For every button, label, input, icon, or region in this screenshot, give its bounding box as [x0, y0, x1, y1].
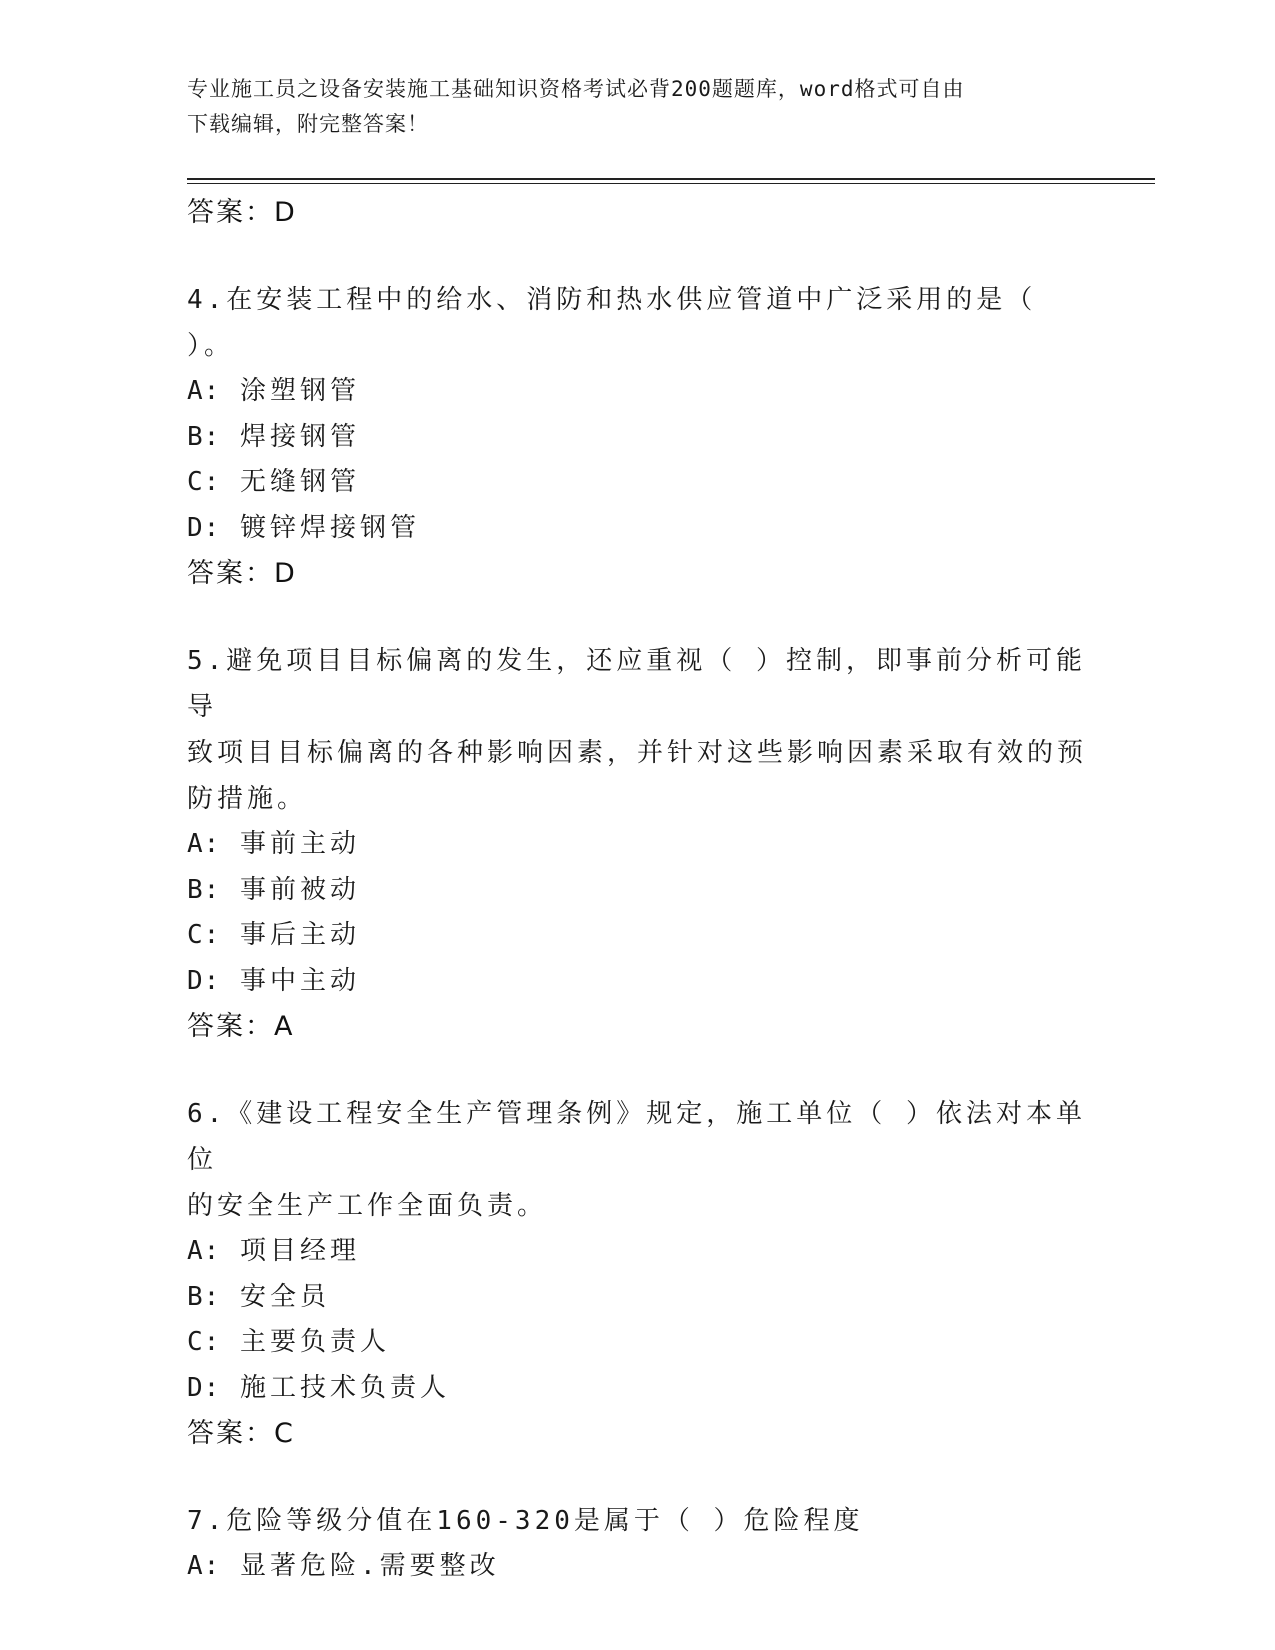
question-block-7: [187, 1498, 1087, 1590]
option-a: A: 涂塑钢管: [187, 376, 360, 406]
option-d: D: 施工技术负责人: [187, 1372, 450, 1403]
question-text: [187, 638, 1087, 822]
question-text-line: 致项目目标偏离的各种影响因素，并针对这些影响因素采取有效的预: [187, 738, 1088, 768]
question-text: 7.危险等级分值在160-320是属于（ ）危险程度: [187, 1506, 864, 1536]
option-a: A: 项目经理: [187, 1236, 360, 1266]
option-d: D: 镀锌焊接钢管: [187, 512, 420, 543]
header-rule-thick: [187, 178, 1155, 180]
option-c: C: 事后主动: [187, 920, 360, 950]
question-text-line: 6.《建设工程安全生产管理条例》规定，施工单位（ ）依法对本单位: [187, 1099, 1086, 1175]
question-text-line: 防措施。: [187, 784, 308, 814]
question-block-4: [187, 277, 1087, 596]
question-block-6: [187, 1091, 1087, 1456]
option-d: D: 事中主动: [187, 965, 360, 996]
option-b: B: 事前被动: [187, 874, 360, 905]
answer-line: 答案：C: [187, 1418, 295, 1449]
answer-line: 答案：A: [187, 1011, 295, 1042]
option-c: C: 无缝钢管: [187, 467, 360, 497]
answer-line: 答案：D: [187, 558, 297, 589]
answer-line: 答案：D: [187, 197, 297, 228]
document-header: [187, 72, 1067, 142]
option-c: C: 主要负责人: [187, 1327, 390, 1357]
header-line-1: 专业施工员之设备安装施工基础知识资格考试必背200题题库，word格式可自由: [187, 77, 965, 101]
question-text: 4.在安装工程中的给水、消防和热水供应管道中广泛采用的是（ ）。: [187, 285, 1037, 361]
option-b: B: 焊接钢管: [187, 421, 360, 452]
question-block-5: [187, 638, 1087, 1049]
option-a: A: 显著危险.需要整改: [187, 1551, 500, 1581]
option-a: A: 事前主动: [187, 829, 360, 859]
option-b: B: 安全员: [187, 1281, 330, 1312]
question-list: [187, 190, 1087, 1590]
header-line-2: 下载编辑，附完整答案！: [187, 112, 429, 136]
question-text-line: 5.避免项目目标偏离的发生，还应重视（ ）控制，即事前分析可能导: [187, 646, 1086, 722]
question-text-line: 的安全生产工作全面负责。: [187, 1191, 548, 1221]
header-rule-thin: [187, 183, 1155, 184]
question-text: [187, 1091, 1087, 1229]
